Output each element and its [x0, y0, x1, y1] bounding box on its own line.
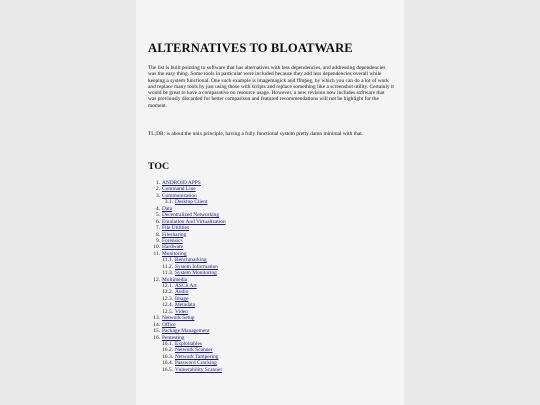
toc-item: [148, 367, 226, 373]
toc-link[interactable]: Data: [162, 205, 173, 212]
toc-link[interactable]: Metadata: [175, 302, 196, 309]
toc-link[interactable]: Benchmarking: [175, 257, 207, 264]
table-of-contents: [148, 180, 226, 373]
toc-link[interactable]: Password Cracking: [175, 360, 217, 367]
page-title: ALTERNATIVES TO BLOATWARE: [148, 41, 353, 55]
toc-link[interactable]: Image: [175, 295, 189, 302]
toc-item-number: 16.5.: [162, 366, 173, 373]
toc-link[interactable]: Network Setup: [162, 315, 195, 322]
toc-item-number: 16.: [153, 334, 160, 341]
toc-item-number: 15.: [153, 328, 160, 335]
intro-paragraph: The list is built pointing to software that has alternatives with less dependencies, and addressing dependencies was the easy thing. Some tools in particular were included because they add less dependencies overall while keeping a system functional. One such example is imagemagick and ffmpeg, by which you can do a lot of work and replace many tools by just using those with scripts and replace something like a screenshot utility. Certainly it would be great to have a comparative on resource usage. However, a new revision now includes software that was previously discarded for better comparison and featured recommendations will not be highlight for the moment.: [148, 65, 394, 109]
toc-item-number: 14.: [153, 321, 160, 328]
toc-item-number: 10.: [153, 244, 160, 251]
toc-item-number: 12.2.: [162, 289, 173, 296]
toc-link[interactable]: Filesharing: [162, 231, 187, 238]
toc-item-number: 3.1.: [164, 199, 173, 206]
toc-item-number: 2.: [155, 186, 160, 193]
toc-link[interactable]: Package Management: [162, 328, 210, 335]
document-page: [136, 0, 404, 405]
toc-item-number: 16.3.: [162, 353, 173, 360]
toc-item-number: 12.3.: [162, 295, 173, 302]
toc-link[interactable]: Network Scanner: [175, 347, 213, 354]
toc-link[interactable]: Network Tampering: [175, 353, 219, 360]
toc-link[interactable]: Hardware: [162, 244, 184, 251]
toc-link[interactable]: Video: [175, 308, 188, 315]
toc-link[interactable]: Vulnerability Scanner: [175, 366, 223, 373]
toc-link[interactable]: ASCii Art: [175, 283, 197, 289]
toc-link[interactable]: Forensics: [162, 237, 183, 244]
toc-link[interactable]: System Information: [175, 263, 218, 270]
toc-link[interactable]: Multimedia: [162, 276, 188, 283]
toc-link[interactable]: Decentralized Networking: [162, 212, 220, 219]
toc-item-number: 13.: [153, 315, 160, 322]
toc-link[interactable]: Pentesting: [162, 334, 185, 341]
toc-item-number: 16.2.: [162, 347, 173, 354]
toc-item-number: 11.2.: [162, 263, 173, 270]
toc-link[interactable]: Communication: [162, 192, 197, 199]
toc-item-number: 16.1.: [162, 340, 173, 347]
toc-item-number: 1.: [155, 180, 160, 186]
toc-item-number: 16.4.: [162, 360, 173, 367]
toc-heading: TOC: [148, 161, 170, 172]
toc-item-number: 11.3.: [162, 270, 173, 277]
toc-link[interactable]: Emulation And Virtualization: [162, 218, 226, 225]
toc-item-number: 7.: [155, 225, 160, 232]
toc-link[interactable]: ANDROID APPS: [162, 180, 201, 186]
toc-item-number: 12.5.: [162, 308, 173, 315]
toc-item-number: 9.: [155, 237, 160, 244]
toc-item-number: 11.1.: [162, 257, 173, 264]
toc-item-number: 12.: [153, 276, 160, 283]
toc-link[interactable]: File Utilities: [162, 225, 190, 232]
toc-link[interactable]: Desktop Client: [175, 199, 208, 206]
toc-link[interactable]: Audio: [175, 289, 189, 296]
toc-item-number: 12.1.: [162, 283, 173, 289]
toc-link[interactable]: Monitoring: [162, 250, 187, 257]
toc-item-number: 5.: [155, 212, 160, 219]
toc-item-number: 6.: [155, 218, 160, 225]
toc-item-number: 8.: [155, 231, 160, 238]
toc-link[interactable]: Command Line: [162, 186, 196, 193]
toc-link[interactable]: Office: [162, 321, 176, 328]
toc-link[interactable]: Exploitables: [175, 340, 202, 347]
toc-item-number: 12.4.: [162, 302, 173, 309]
toc-item-number: 11.: [153, 250, 160, 257]
tldr-paragraph: TL;DR: is about the unix principle, having a fully functional system pretty damn minimal with that.: [148, 131, 364, 137]
toc-item-number: 4.: [155, 205, 160, 212]
toc-item-number: 3.: [155, 192, 160, 199]
toc-link[interactable]: System Monitoring: [175, 270, 217, 277]
